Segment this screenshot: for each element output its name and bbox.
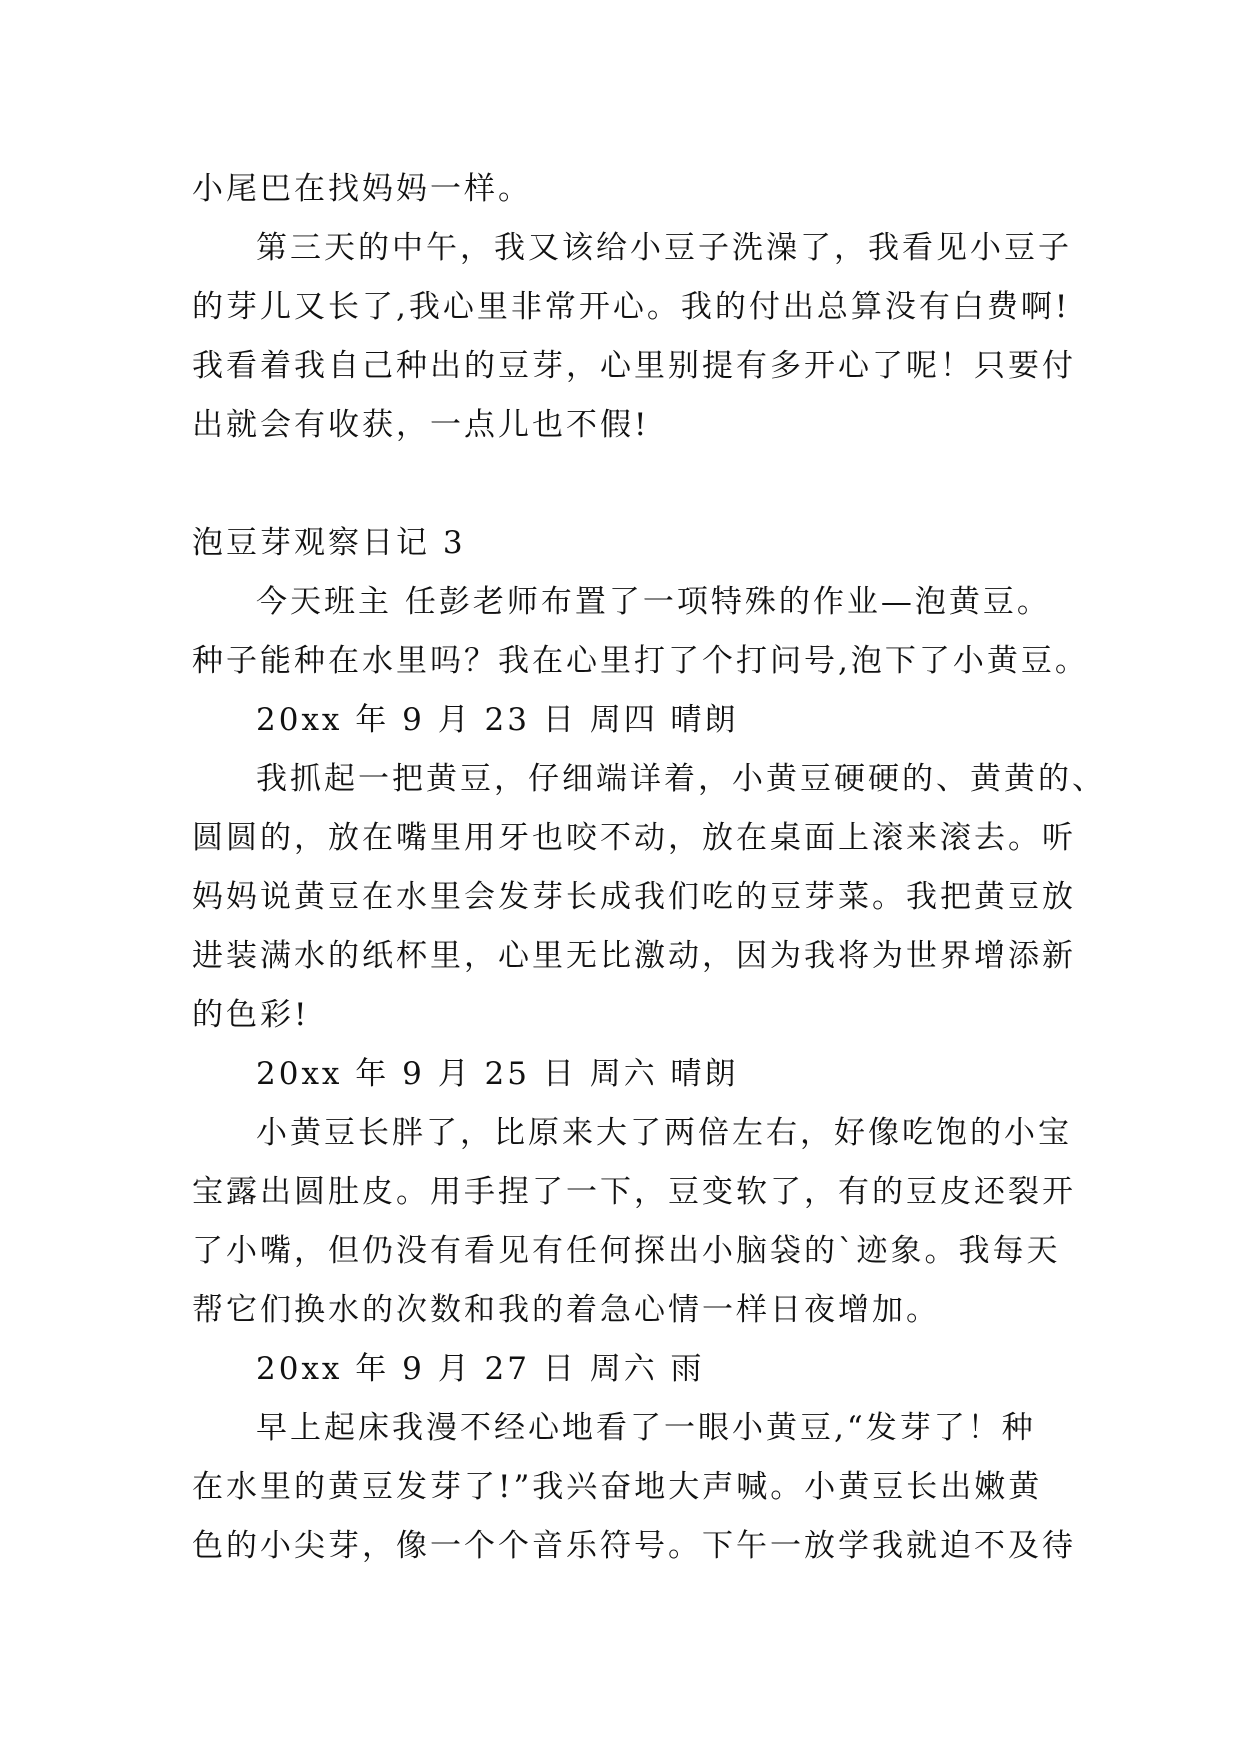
- paragraph-line: 出就会有收获，一点儿也不假!: [192, 407, 650, 443]
- diary-date: 20xx 年 9 月 23 日 周四 晴朗: [256, 702, 739, 738]
- paragraph-line: 第三天的中午，我又该给小豆子洗澡了，我看见小豆子: [256, 230, 1072, 266]
- section-title: 泡豆芽观察日记 3: [192, 525, 466, 561]
- paragraph-line: 色的小尖芽，像一个个音乐符号。下午一放学我就迫不及待: [192, 1528, 1076, 1564]
- paragraph-line: 种子能种在水里吗？我在心里打了个打问号,泡下了小黄豆。: [192, 643, 1089, 679]
- document-page: [192, 160, 1106, 1576]
- diary-date: 20xx 年 9 月 27 日 周六 雨: [256, 1351, 705, 1387]
- diary-date: 20xx 年 9 月 25 日 周六 晴朗: [256, 1056, 739, 1092]
- paragraph-line: 的色彩!: [192, 997, 310, 1033]
- paragraph-line: 小尾巴在找妈妈一样。: [192, 171, 532, 207]
- paragraph-gap: [192, 455, 1072, 514]
- paragraph-line: 早上起床我漫不经心地看了一眼小黄豆,“发芽了！种: [256, 1410, 1036, 1446]
- paragraph-line: 今天班主 任彭老师布置了一项特殊的作业—泡黄豆。: [256, 584, 1051, 620]
- paragraph-line: 我看着我自己种出的豆芽，心里别提有多开心了呢！只要付: [192, 348, 1076, 384]
- paragraph-line: 帮它们换水的次数和我的着急心情一样日夜增加。: [192, 1292, 940, 1328]
- paragraph-line: 我抓起一把黄豆，仔细端详着，小黄豆硬硬的、黄黄的、: [256, 761, 1106, 797]
- paragraph-line: 圆圆的，放在嘴里用牙也咬不动，放在桌面上滚来滚去。听: [192, 820, 1076, 856]
- paragraph-line: 妈妈说黄豆在水里会发芽长成我们吃的豆芽菜。我把黄豆放: [192, 879, 1076, 915]
- paragraph-line: 进装满水的纸杯里，心里无比激动，因为我将为世界增添新: [192, 938, 1076, 974]
- paragraph-line: 宝露出圆肚皮。用手捏了一下，豆变软了，有的豆皮还裂开: [192, 1174, 1076, 1210]
- paragraph-line: 的芽儿又长了,我心里非常开心。我的付出总算没有白费啊!: [192, 289, 1071, 325]
- paragraph-line: 了小嘴，但仍没有看见有任何探出小脑袋的`迹象。我每天: [192, 1233, 1061, 1269]
- paragraph-line: 在水里的黄豆发芽了!”我兴奋地大声喊。小黄豆长出嫩黄: [192, 1469, 1043, 1505]
- paragraph-line: 小黄豆长胖了，比原来大了两倍左右，好像吃饱的小宝: [256, 1115, 1072, 1151]
